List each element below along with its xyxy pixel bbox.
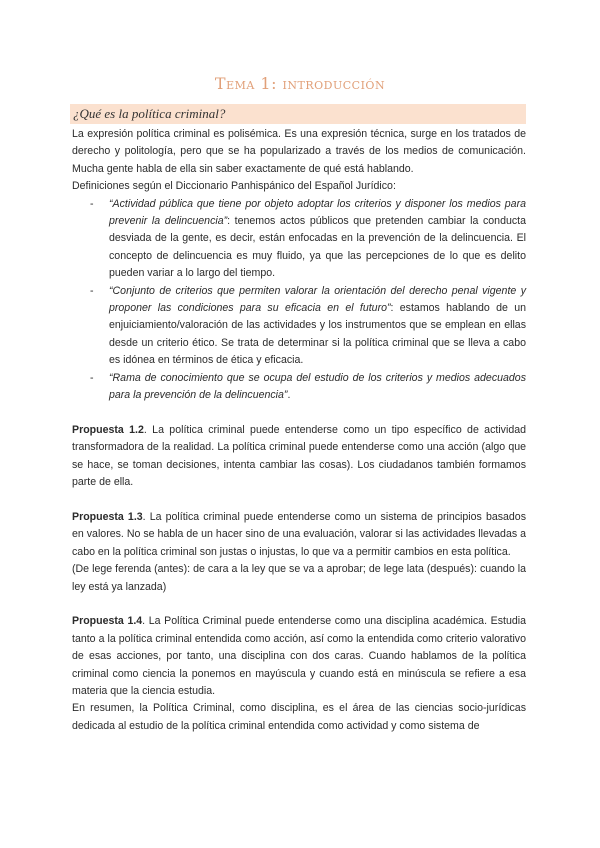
summary-paragraph: En resumen, la Política Criminal, como disciplina, es el área de las ciencias socio-jurídicas dedicada al estudio de la política criminal entendida como actividad y como sistema de [72, 702, 526, 732]
definition-text: : tenemos actos públicos que pretenden cambiar la conducta desviada de la gente, es decir, están enfocadas en la prevención de la delincuencia. El concepto de delincuencia es muy fluido, ya que las percepciones de lo que es delito pueden variar a lo largo del tiempo. [109, 215, 526, 280]
propuesta-label: Propuesta 1.2 [72, 423, 144, 436]
propuesta-text: . La política criminal puede entenderse como un tipo específico de actividad transformadora de la realidad. La política criminal puede entenderse como una acción (algo que se hace, se toman decisiones, intenta cambiar las cosas). Los ciudadanos también formamos parte de ella. [72, 423, 526, 489]
section-heading: ¿Qué es la política criminal? [73, 106, 226, 121]
document-body [72, 126, 526, 735]
propuesta-paragraph [72, 613, 526, 700]
page-title: Tema 1: introducción [214, 74, 386, 93]
propuesta-paragraph [72, 422, 526, 492]
definition-quote: “Conjunto de criterios que permiten valorar la orientación del derecho penal vigente y proponer las condiciones para su eficacia en el futuro” [109, 284, 526, 315]
definition-quote: “Actividad pública que tiene por objeto adoptar los criterios y disponer los medios para prevenir la delincuencia” [109, 197, 526, 228]
propuesta-label: Propuesta 1.4 [72, 615, 143, 628]
definitions-intro: Definiciones según el Diccionario Panhispánico del Español Jurídico: [72, 180, 396, 193]
propuesta-text: . La política criminal puede entenderse como un sistema de principios basados en valores. No se habla de un hacer sino de una evaluación, valorar si las actividades llevadas a cabo en la política criminal son justas o injustas, lo que va a permitir cambios en esta política. [72, 510, 526, 558]
definition-item [72, 370, 526, 405]
definition-item [72, 196, 526, 283]
propuesta-paragraph [72, 509, 526, 561]
definitions-list [72, 196, 526, 405]
definition-text: . [287, 389, 291, 402]
spacer [72, 596, 526, 613]
list-dash: - [90, 284, 94, 297]
definition-text: : estamos hablando de un enjuiciamiento/valoración de las actividades y los instrumentos que se emplean en ellas desde un criterio ético. Se trata de determinar si la política criminal que se lleva a cabo es idónea en términos de ética y eficacia. [109, 302, 526, 367]
list-dash: - [90, 371, 94, 384]
intro-paragraph: La expresión política criminal es polisémica. Es una expresión técnica, surge en los tratados de derecho y politología, pero que se ha popularizado a través de los medios de comunicación. Mucha gente habla de ella sin saber exactamente de qué está hablando. [72, 128, 526, 175]
spacer [72, 492, 526, 509]
definition-item [72, 283, 526, 370]
list-dash: - [90, 197, 94, 210]
spacer [72, 405, 526, 422]
propuesta-label: Propuesta 1.3 [72, 510, 143, 523]
propuesta-note: (De lege ferenda (antes): de cara a la ley que se va a aprobar; de lege lata (después): cuando la ley está ya lanzada) [72, 563, 526, 593]
propuesta-text: . La Política Criminal puede entenderse como una disciplina académica. Estudia tanto a la política criminal entendida como acción, así como la entendida como criterio valorativo de esas acciones, por tanto, una disciplina con dos caras. Cuando hablamos de la política criminal como ciencia la ponemos en mayúscula y cuando está en minúscula se refiere a esa materia que la ciencia estudia. [72, 615, 526, 697]
definition-quote: “Rama de conocimiento que se ocupa del estudio de los criterios y medios adecuados para la prevención de la delincuencia” [109, 371, 526, 402]
